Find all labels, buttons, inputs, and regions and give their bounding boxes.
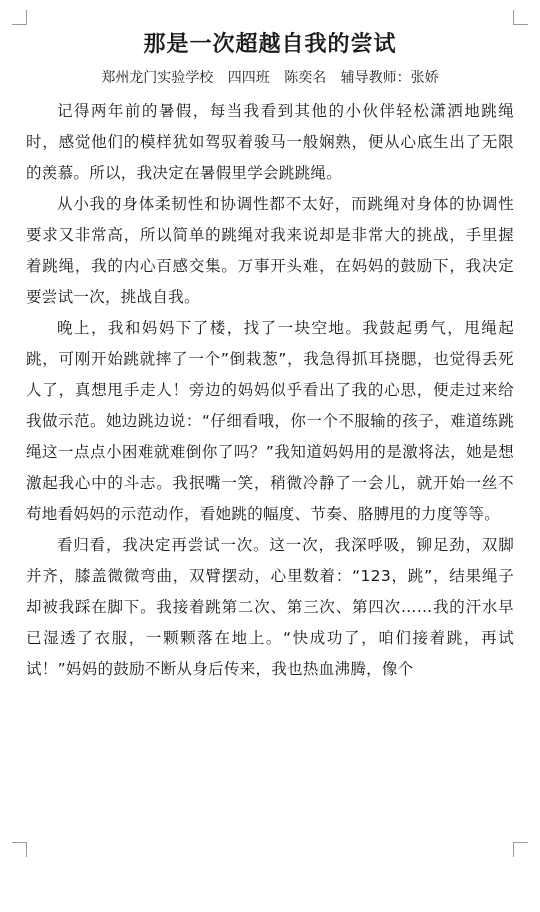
- class-name: 四四班: [227, 70, 270, 86]
- page-corner-mark-top-right: [513, 10, 528, 25]
- page-corner-mark-top-left: [12, 10, 27, 25]
- paragraph-2: 从小我的身体柔韧性和协调性都不太好，而跳绳对身体的协调性要求又非常高，所以简单的跳绳对我来说却是非常大的挑战，手里握着跳绳，我的内心百感交集。万事开头难，在妈妈的鼓励下，我决定要尝试一次，挑战自我。: [26, 195, 514, 306]
- author-name: 陈奕名: [284, 70, 327, 86]
- paragraph-3: 晚上，我和妈妈下了楼，找了一块空地。我鼓起勇气，甩绳起跳，可刚开始跳就摔了一个”倒栽葱”，我急得抓耳挠腮，也觉得丢死人了，真想甩手走人！旁边的妈妈似乎看出了我的心思，便走过来给我做示范。她边跳边说：“仔细看哦，你一个不服输的孩子，难道练跳绳这一点点小困难就难倒你了吗？”我知道妈妈用的是激将法，她是想激起我心中的斗志。我抿嘴一笑，稍微冷静了一会儿，就开始一丝不苟地看妈妈的示范动作，看她跳的幅度、节奏、胳膊甩的力度等等。: [26, 319, 514, 523]
- advisor-name: 辅导教师：张娇: [340, 70, 439, 86]
- paragraph-4: 看归看，我决定再尝试一次。这一次，我深呼吸，铆足劲，双脚并齐，膝盖微微弯曲，双臂摆动，心里数着：“123，跳”，结果绳子却被我踩在脚下。我接着跳第二次、第三次、第四次……我的汗水早已湿透了衣服，一颗颗落在地上。“快成功了，咱们接着跳，再试试！”妈妈的鼓励不断从身后传来，我也热血沸腾，像个: [26, 536, 514, 678]
- paragraph-1: 记得两年前的暑假，每当我看到其他的小伙伴轻松潇洒地跳绳时，感觉他们的模样犹如驾驭着骏马一般娴熟，便从心底生出了无限的羡慕。所以，我决定在暑假里学会跳跳绳。: [26, 102, 514, 182]
- page-corner-mark-bottom-right: [513, 842, 528, 857]
- essay-title: 那是一次超越自我的尝试: [143, 32, 397, 57]
- author-line: [26, 66, 514, 90]
- document-body: [26, 28, 514, 685]
- page-corner-mark-bottom-left: [12, 842, 27, 857]
- school-name: 郑州龙门实验学校: [101, 70, 214, 86]
